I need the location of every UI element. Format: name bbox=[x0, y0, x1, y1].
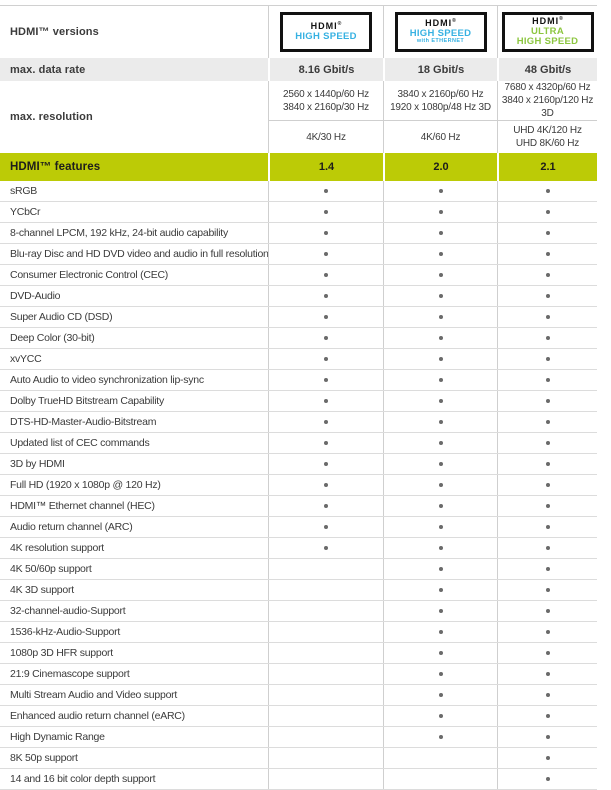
support-dot-icon bbox=[439, 357, 443, 361]
support-cell bbox=[497, 580, 597, 600]
support-cell bbox=[383, 328, 497, 348]
feature-label: DVD-Audio bbox=[10, 290, 61, 302]
support-dot-icon bbox=[324, 294, 328, 298]
support-dot-icon bbox=[439, 273, 443, 277]
support-dot-icon bbox=[324, 231, 328, 235]
table-row bbox=[0, 307, 597, 328]
support-cell bbox=[497, 643, 597, 663]
table-row bbox=[0, 328, 597, 349]
support-dot-icon bbox=[546, 735, 550, 739]
support-cell bbox=[497, 538, 597, 558]
table-row bbox=[0, 748, 597, 769]
support-cell bbox=[383, 727, 497, 747]
support-cell bbox=[268, 580, 383, 600]
support-dot-icon bbox=[546, 609, 550, 613]
hdmi-high-speed-badge bbox=[280, 12, 372, 52]
support-cell bbox=[383, 202, 497, 222]
features-header-row bbox=[0, 153, 597, 181]
table-row bbox=[0, 202, 597, 223]
support-cell bbox=[497, 349, 597, 369]
feature-label: 1536-kHz-Audio-Support bbox=[10, 626, 121, 638]
support-cell bbox=[268, 244, 383, 264]
support-cell bbox=[268, 643, 383, 663]
support-cell bbox=[383, 181, 497, 201]
hdmi-high-speed-ethernet-badge bbox=[395, 12, 487, 52]
feature-label: sRGB bbox=[10, 185, 38, 197]
support-cell bbox=[383, 559, 497, 579]
feature-label: Auto Audio to video synchronization lip-sync bbox=[10, 374, 204, 386]
table-row bbox=[0, 391, 597, 412]
support-cell bbox=[497, 454, 597, 474]
support-cell bbox=[383, 412, 497, 432]
badge-cell-high-speed-ethernet bbox=[383, 6, 497, 58]
table-row bbox=[0, 664, 597, 685]
support-dot-icon bbox=[439, 525, 443, 529]
support-dot-icon bbox=[324, 378, 328, 382]
support-cell bbox=[383, 223, 497, 243]
support-dot-icon bbox=[439, 378, 443, 382]
feature-label: 4K 50/60p support bbox=[10, 563, 92, 575]
version-number: 2.1 bbox=[497, 153, 597, 181]
support-cell bbox=[497, 181, 597, 201]
feature-label: HDMI™ Ethernet channel (HEC) bbox=[10, 500, 155, 512]
support-dot-icon bbox=[546, 462, 550, 466]
support-dot-icon bbox=[546, 714, 550, 718]
feature-label: 4K 3D support bbox=[10, 584, 74, 596]
support-cell bbox=[268, 601, 383, 621]
feature-label: xvYCC bbox=[10, 353, 42, 365]
feature-label: 21:9 Cinemascope support bbox=[10, 668, 130, 680]
support-cell bbox=[268, 559, 383, 579]
support-cell bbox=[268, 391, 383, 411]
support-cell bbox=[383, 454, 497, 474]
versions-row bbox=[0, 6, 597, 58]
support-cell bbox=[383, 601, 497, 621]
support-dot-icon bbox=[546, 294, 550, 298]
support-dot-icon bbox=[439, 630, 443, 634]
support-cell bbox=[383, 475, 497, 495]
feature-label: Enhanced audio return channel (eARC) bbox=[10, 710, 185, 722]
badge-line: HIGH SPEED bbox=[409, 27, 472, 39]
resolution-detail: 3840 x 2160p/60 Hz 1920 x 1080p/48 Hz 3D bbox=[383, 81, 497, 121]
support-cell bbox=[383, 244, 497, 264]
table-row bbox=[0, 643, 597, 664]
feature-label: Dolby TrueHD Bitstream Capability bbox=[10, 395, 164, 407]
support-cell bbox=[497, 265, 597, 285]
support-cell bbox=[268, 517, 383, 537]
features-body bbox=[0, 181, 597, 790]
support-dot-icon bbox=[439, 210, 443, 214]
feature-label: 8K 50p support bbox=[10, 752, 78, 764]
support-dot-icon bbox=[439, 294, 443, 298]
support-cell bbox=[383, 433, 497, 453]
table-row bbox=[0, 244, 597, 265]
support-cell bbox=[383, 538, 497, 558]
support-cell bbox=[497, 601, 597, 621]
support-cell bbox=[268, 412, 383, 432]
support-dot-icon bbox=[324, 525, 328, 529]
feature-label: 14 and 16 bit color depth support bbox=[10, 773, 156, 785]
support-dot-icon bbox=[546, 630, 550, 634]
feature-label: Full HD (1920 x 1080p @ 120 Hz) bbox=[10, 479, 161, 491]
support-cell bbox=[383, 685, 497, 705]
hdmi-logo: HDMI® bbox=[310, 21, 342, 32]
table-row bbox=[0, 265, 597, 286]
badge-line: HIGH SPEED bbox=[295, 30, 357, 42]
support-cell bbox=[497, 517, 597, 537]
data-rate-row bbox=[0, 58, 597, 81]
resolution-detail: 7680 x 4320p/60 Hz 3840 x 2160p/120 Hz 3D bbox=[497, 81, 597, 121]
badge-cell-high-speed bbox=[268, 6, 383, 58]
table-row bbox=[0, 601, 597, 622]
data-rate-label: max. data rate bbox=[10, 63, 86, 76]
support-cell bbox=[383, 580, 497, 600]
resolution-summary: UHD 4K/120 Hz UHD 8K/60 Hz bbox=[497, 121, 597, 153]
feature-label: Blu-ray Disc and HD DVD video and audio in full resolution bbox=[10, 248, 269, 260]
resolution-label: max. resolution bbox=[10, 111, 93, 123]
feature-label: 4K resolution support bbox=[10, 542, 104, 554]
support-cell bbox=[268, 475, 383, 495]
support-dot-icon bbox=[546, 231, 550, 235]
table-row bbox=[0, 559, 597, 580]
support-dot-icon bbox=[324, 462, 328, 466]
support-dot-icon bbox=[439, 252, 443, 256]
version-number: 1.4 bbox=[268, 153, 383, 181]
support-dot-icon bbox=[546, 651, 550, 655]
table-row bbox=[0, 286, 597, 307]
support-dot-icon bbox=[546, 693, 550, 697]
support-cell bbox=[497, 286, 597, 306]
support-cell bbox=[268, 433, 383, 453]
support-dot-icon bbox=[439, 399, 443, 403]
feature-label: Deep Color (30-bit) bbox=[10, 332, 95, 344]
table-row bbox=[0, 475, 597, 496]
support-dot-icon bbox=[439, 672, 443, 676]
table-row bbox=[0, 538, 597, 559]
feature-label: Updated list of CEC commands bbox=[10, 437, 150, 449]
support-dot-icon bbox=[439, 420, 443, 424]
support-dot-icon bbox=[439, 609, 443, 613]
hdmi-ultra-high-speed-badge bbox=[502, 12, 594, 52]
support-cell bbox=[268, 496, 383, 516]
support-dot-icon bbox=[439, 693, 443, 697]
support-dot-icon bbox=[439, 315, 443, 319]
support-dot-icon bbox=[324, 336, 328, 340]
support-cell bbox=[268, 748, 383, 768]
support-cell bbox=[497, 706, 597, 726]
support-cell bbox=[497, 727, 597, 747]
support-dot-icon bbox=[324, 252, 328, 256]
support-cell bbox=[383, 748, 497, 768]
support-cell bbox=[383, 517, 497, 537]
support-cell bbox=[268, 664, 383, 684]
table-row bbox=[0, 181, 597, 202]
support-cell bbox=[497, 664, 597, 684]
support-cell bbox=[383, 265, 497, 285]
support-cell bbox=[268, 328, 383, 348]
support-dot-icon bbox=[439, 735, 443, 739]
hdmi-comparison-table bbox=[0, 5, 597, 790]
feature-label: 8-channel LPCM, 192 kHz, 24-bit audio capability bbox=[10, 227, 228, 239]
support-cell bbox=[497, 769, 597, 789]
table-row bbox=[0, 622, 597, 643]
support-dot-icon bbox=[324, 210, 328, 214]
support-cell bbox=[268, 286, 383, 306]
support-cell bbox=[497, 328, 597, 348]
feature-label: 32-channel-audio-Support bbox=[10, 605, 126, 617]
support-dot-icon bbox=[439, 462, 443, 466]
badge-cell-ultra-high-speed bbox=[497, 6, 597, 58]
table-row bbox=[0, 349, 597, 370]
support-dot-icon bbox=[439, 714, 443, 718]
feature-label: 1080p 3D HFR support bbox=[10, 647, 113, 659]
table-row bbox=[0, 706, 597, 727]
support-cell bbox=[383, 370, 497, 390]
support-dot-icon bbox=[546, 336, 550, 340]
support-dot-icon bbox=[324, 273, 328, 277]
data-rate-value: 18 Gbit/s bbox=[383, 58, 497, 81]
support-dot-icon bbox=[324, 441, 328, 445]
support-dot-icon bbox=[324, 483, 328, 487]
feature-label: Consumer Electronic Control (CEC) bbox=[10, 269, 169, 281]
support-dot-icon bbox=[324, 504, 328, 508]
table-row bbox=[0, 454, 597, 475]
support-cell bbox=[268, 223, 383, 243]
table-row bbox=[0, 727, 597, 748]
resolution-row bbox=[0, 81, 597, 153]
support-cell bbox=[497, 685, 597, 705]
support-dot-icon bbox=[439, 231, 443, 235]
support-cell bbox=[268, 265, 383, 285]
support-cell bbox=[268, 622, 383, 642]
support-dot-icon bbox=[546, 588, 550, 592]
support-dot-icon bbox=[546, 273, 550, 277]
support-dot-icon bbox=[324, 399, 328, 403]
feature-label: High Dynamic Range bbox=[10, 731, 105, 743]
feature-label: 3D by HDMI bbox=[10, 458, 65, 470]
support-dot-icon bbox=[546, 189, 550, 193]
support-dot-icon bbox=[546, 315, 550, 319]
table-row bbox=[0, 685, 597, 706]
support-cell bbox=[497, 223, 597, 243]
support-cell bbox=[383, 349, 497, 369]
support-dot-icon bbox=[439, 441, 443, 445]
support-cell bbox=[497, 370, 597, 390]
support-cell bbox=[383, 496, 497, 516]
support-dot-icon bbox=[546, 420, 550, 424]
support-dot-icon bbox=[546, 210, 550, 214]
badge-subline: with ETHERNET bbox=[416, 37, 465, 44]
table-row bbox=[0, 496, 597, 517]
support-dot-icon bbox=[546, 504, 550, 508]
support-cell bbox=[268, 181, 383, 201]
support-cell bbox=[268, 454, 383, 474]
support-dot-icon bbox=[324, 315, 328, 319]
support-dot-icon bbox=[439, 483, 443, 487]
support-dot-icon bbox=[546, 525, 550, 529]
support-dot-icon bbox=[546, 567, 550, 571]
support-dot-icon bbox=[546, 441, 550, 445]
support-cell bbox=[497, 244, 597, 264]
feature-label: Multi Stream Audio and Video support bbox=[10, 689, 178, 701]
support-cell bbox=[268, 349, 383, 369]
support-dot-icon bbox=[324, 420, 328, 424]
resolution-summary: 4K/60 Hz bbox=[383, 121, 497, 153]
support-cell bbox=[383, 769, 497, 789]
support-cell bbox=[497, 496, 597, 516]
table-row bbox=[0, 223, 597, 244]
support-cell bbox=[497, 559, 597, 579]
support-cell bbox=[383, 391, 497, 411]
support-cell bbox=[497, 307, 597, 327]
feature-label: Super Audio CD (DSD) bbox=[10, 311, 113, 323]
table-row bbox=[0, 580, 597, 601]
table-row bbox=[0, 517, 597, 538]
support-cell bbox=[268, 685, 383, 705]
support-cell bbox=[497, 391, 597, 411]
support-cell bbox=[268, 370, 383, 390]
hdmi-logo: HDMI® bbox=[425, 18, 456, 29]
support-dot-icon bbox=[546, 252, 550, 256]
feature-label: YCbCr bbox=[10, 206, 41, 218]
features-header-label: HDMI™ features bbox=[10, 161, 101, 173]
support-dot-icon bbox=[439, 567, 443, 571]
badge-line: ULTRA bbox=[531, 25, 564, 37]
support-cell bbox=[497, 622, 597, 642]
resolution-summary: 4K/30 Hz bbox=[268, 121, 383, 153]
support-dot-icon bbox=[546, 483, 550, 487]
version-number: 2.0 bbox=[383, 153, 497, 181]
support-dot-icon bbox=[546, 672, 550, 676]
data-rate-value: 48 Gbit/s bbox=[497, 58, 597, 81]
support-cell bbox=[268, 769, 383, 789]
data-rate-value: 8.16 Gbit/s bbox=[268, 58, 383, 81]
support-dot-icon bbox=[546, 756, 550, 760]
support-cell bbox=[383, 664, 497, 684]
support-cell bbox=[383, 622, 497, 642]
support-dot-icon bbox=[546, 399, 550, 403]
support-cell bbox=[268, 538, 383, 558]
feature-label: Audio return channel (ARC) bbox=[10, 521, 133, 533]
support-dot-icon bbox=[546, 777, 550, 781]
support-cell bbox=[268, 706, 383, 726]
support-dot-icon bbox=[439, 504, 443, 508]
versions-label: HDMI™ versions bbox=[10, 26, 99, 38]
hdmi-logo: HDMI® bbox=[532, 16, 563, 27]
support-cell bbox=[268, 727, 383, 747]
support-dot-icon bbox=[439, 336, 443, 340]
support-dot-icon bbox=[546, 546, 550, 550]
support-dot-icon bbox=[546, 357, 550, 361]
support-dot-icon bbox=[439, 189, 443, 193]
feature-label: DTS-HD-Master-Audio-Bitstream bbox=[10, 416, 157, 428]
support-cell bbox=[497, 202, 597, 222]
support-cell bbox=[383, 643, 497, 663]
table-row bbox=[0, 433, 597, 454]
table-row bbox=[0, 769, 597, 790]
support-cell bbox=[383, 706, 497, 726]
support-cell bbox=[497, 748, 597, 768]
table-row bbox=[0, 412, 597, 433]
support-dot-icon bbox=[324, 189, 328, 193]
support-dot-icon bbox=[439, 651, 443, 655]
support-cell bbox=[497, 433, 597, 453]
support-cell bbox=[268, 202, 383, 222]
support-cell bbox=[383, 307, 497, 327]
support-cell bbox=[497, 475, 597, 495]
support-cell bbox=[383, 286, 497, 306]
resolution-detail: 2560 x 1440p/60 Hz 3840 x 2160p/30 Hz bbox=[268, 81, 383, 121]
support-dot-icon bbox=[439, 588, 443, 592]
table-row bbox=[0, 370, 597, 391]
support-cell bbox=[268, 307, 383, 327]
support-dot-icon bbox=[546, 378, 550, 382]
support-dot-icon bbox=[324, 546, 328, 550]
support-dot-icon bbox=[324, 357, 328, 361]
support-cell bbox=[497, 412, 597, 432]
support-dot-icon bbox=[439, 546, 443, 550]
badge-line: HIGH SPEED bbox=[516, 35, 579, 47]
